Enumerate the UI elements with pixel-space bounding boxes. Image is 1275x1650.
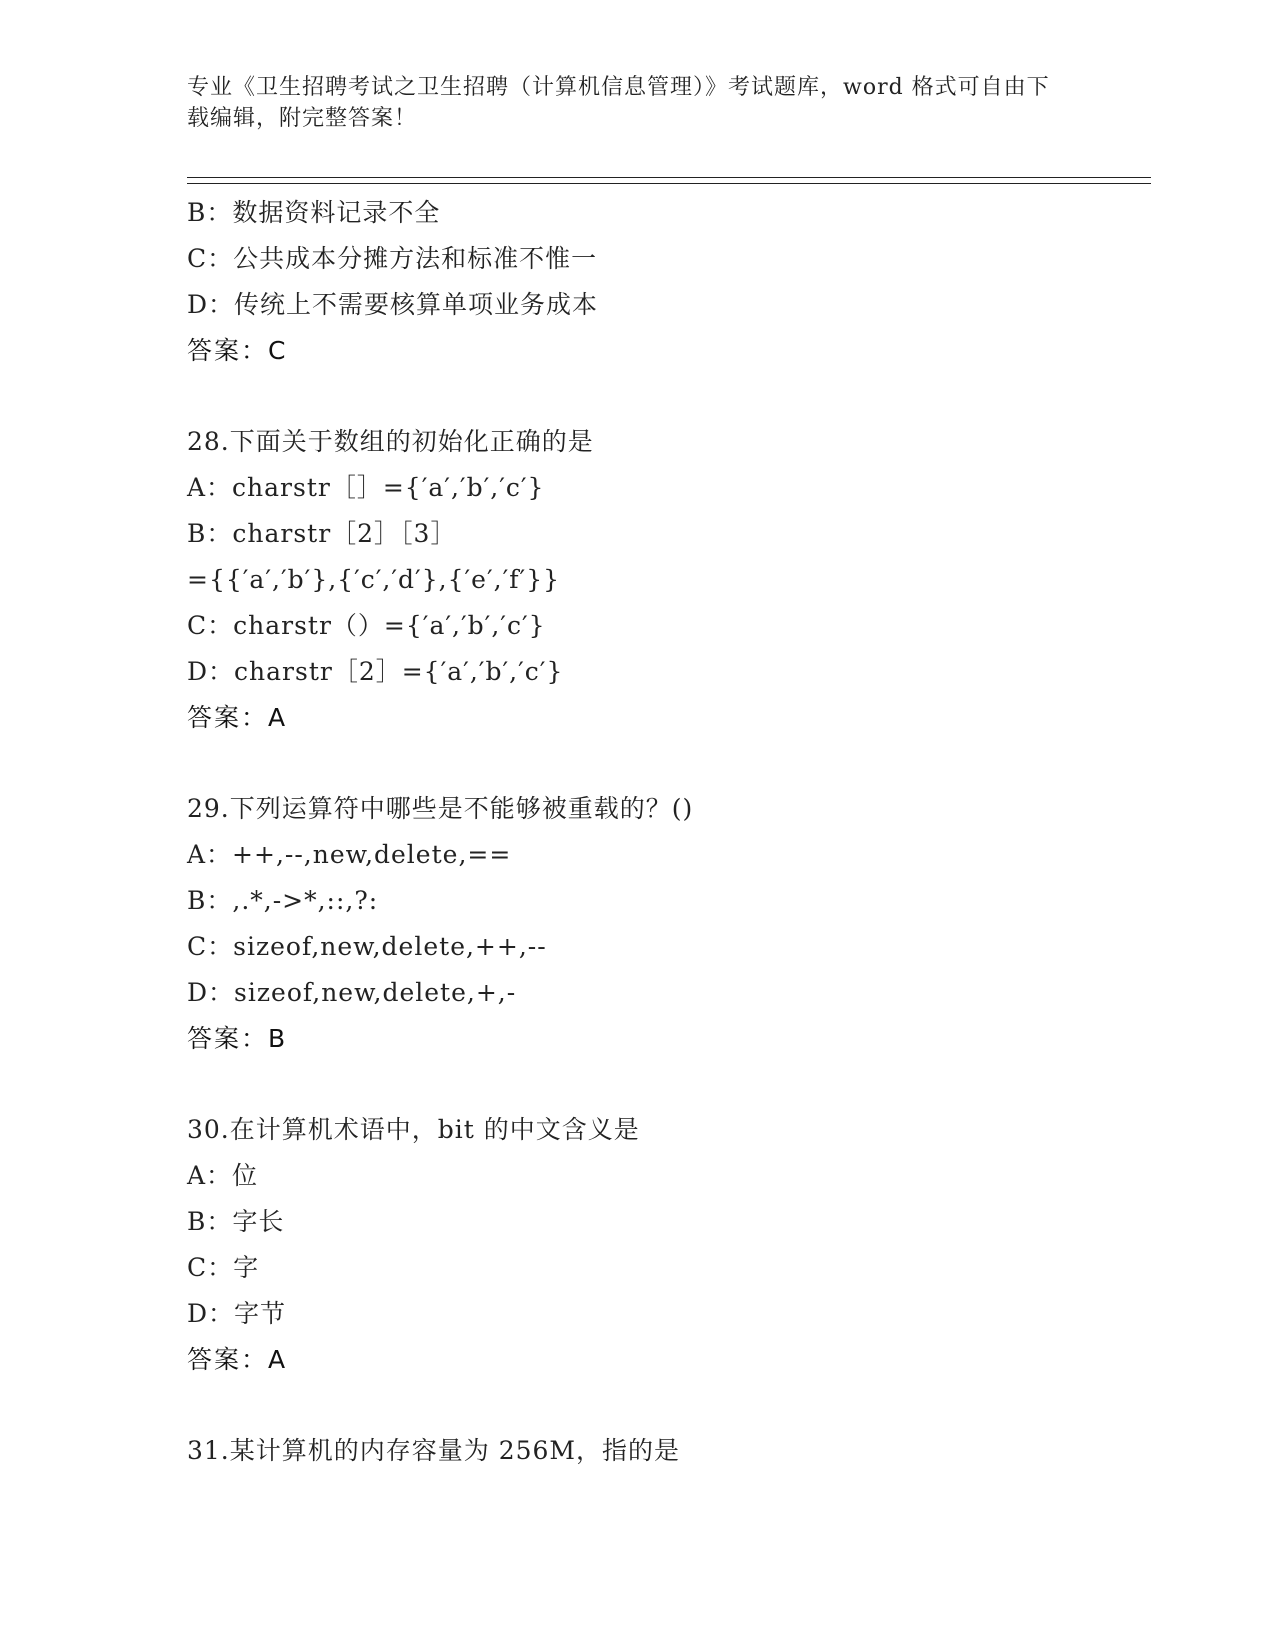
option-b: B：charstr［2］［3］ <box>187 519 457 548</box>
option-c: C：charstr（）={′a′,′b′,′c′} <box>187 611 546 640</box>
question-31 <box>187 1428 1147 1474</box>
option-d: D：charstr［2］={′a′,′b′,′c′} <box>187 657 564 686</box>
question-title: 30.在计算机术语中，bit 的中文含义是 <box>187 1115 640 1144</box>
option-c: C：公共成本分摊方法和标准不惟一 <box>187 244 598 273</box>
option-c: C：字 <box>187 1253 260 1282</box>
option-a: A：++,--,new,delete,== <box>187 840 512 869</box>
option-a: A：charstr［］={′a′,′b′,′c′} <box>187 473 545 502</box>
option-a: A：位 <box>187 1161 259 1190</box>
answer-line: 答案：A <box>187 1345 288 1374</box>
answer-line: 答案：B <box>187 1024 288 1053</box>
option-b-continued: ={{′a′,′b′},{′c′,′d′},{′e′,′f′}} <box>187 565 561 594</box>
answer-line: 答案：C <box>187 336 288 365</box>
question-title: 29.下列运算符中哪些是不能够被重载的？() <box>187 794 694 823</box>
option-b: B：,.*,->*,::,?: <box>187 886 379 915</box>
question-title: 28.下面关于数组的初始化正确的是 <box>187 427 594 456</box>
option-d: D：sizeof,new,delete,+,- <box>187 978 517 1007</box>
answer-line: 答案：A <box>187 703 288 732</box>
option-d: D：传统上不需要核算单项业务成本 <box>187 290 599 319</box>
option-c: C：sizeof,new,delete,++,-- <box>187 932 547 961</box>
question-27-remainder <box>187 190 1147 374</box>
question-30 <box>187 1107 1147 1383</box>
option-d: D：字节 <box>187 1299 287 1328</box>
header-divider-top <box>187 177 1151 178</box>
question-28 <box>187 419 1147 741</box>
question-29 <box>187 786 1147 1062</box>
option-b: B：数据资料记录不全 <box>187 198 441 227</box>
option-b: B：字长 <box>187 1207 285 1236</box>
question-list <box>187 190 1147 1474</box>
question-title: 31.某计算机的内存容量为 256M，指的是 <box>187 1436 681 1465</box>
document-header: 专业《卫生招聘考试之卫生招聘（计算机信息管理）》考试题库，word 格式可自由下载编辑，附完整答案！ <box>187 75 1050 131</box>
header-divider-bottom <box>187 183 1151 184</box>
